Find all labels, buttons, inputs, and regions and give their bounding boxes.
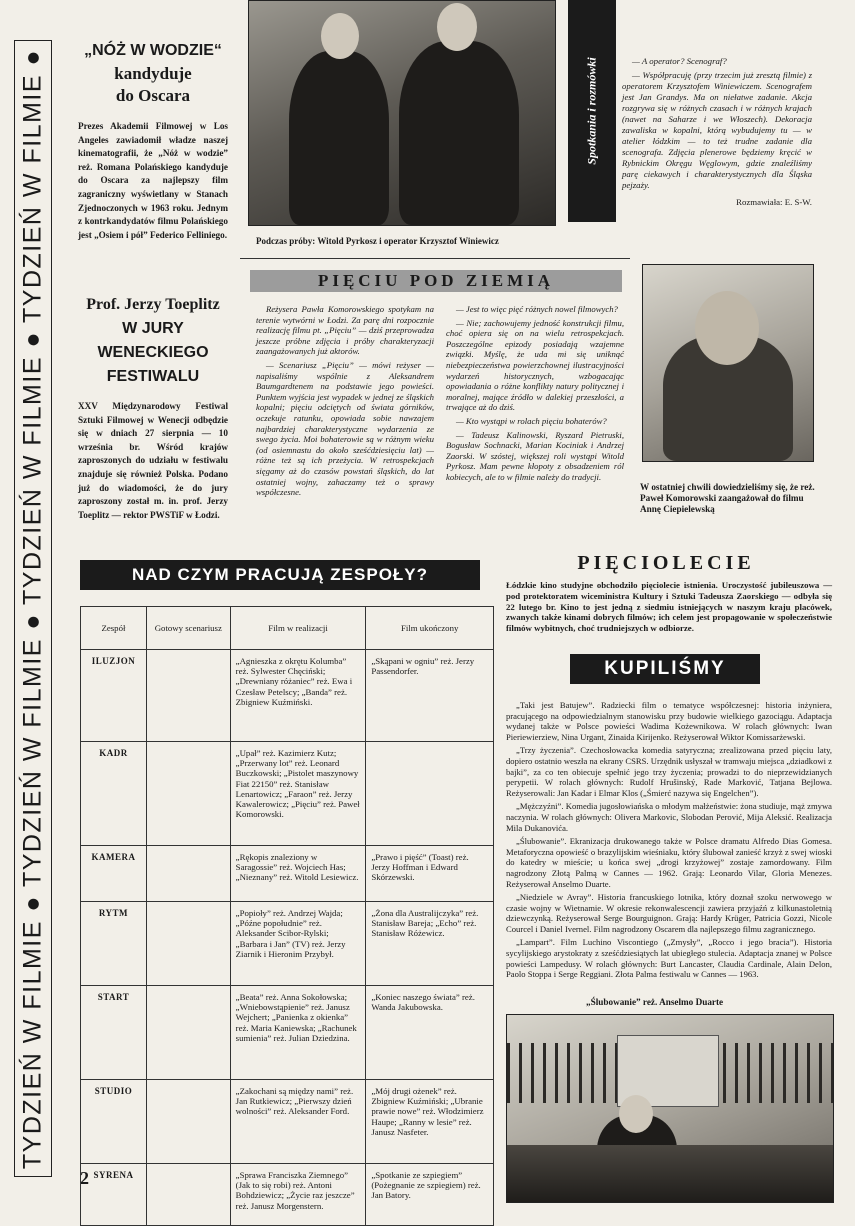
pieciu-col-2 [446,304,624,486]
bottom-photo [506,1014,834,1203]
pieciu-col2-p1: — Jest to więc pięć różnych nowel filmowych? [456,304,618,314]
table-row [81,650,494,742]
ready-script [146,1164,230,1226]
pieciu-col2-p3: — Kto wystąpi w rolach pięciu bohaterów? [456,415,607,426]
nad-czym-banner [80,560,480,590]
studio-name: STUDIO [81,1080,147,1164]
nad-czym-title: NAD CZYM PRACUJĄ ZESPOŁY? [131,565,429,584]
film-finished: „Żona dla Australijczyka” reż. Stanisław Bareja; „Echo” reż. Stanisław Różewicz. [366,902,494,986]
toeplitz-title-4: FESTIWALU [106,368,200,385]
table-header: Film w realizacji [230,607,366,650]
top-photo-caption: Podczas próby: Witold Pyrkosz i operator Krzysztof Winiewicz [256,236,499,246]
pieciu-col2-p2: — Nie; zachowujemy jedność konstrukcji filmu, choć opiera się on na wielu retrospekcjach. Poszczególne epizody posiadają wzajemne związki. Myślę, że uda mi się uniknąć niebezpieczeństwa powierzchownej ilustracyjności wydarzeń historycznych, wzbogacając opowiadania o różne konflikty natury politycznej i moralnej, mające źródło w dalekiej przeszłości, a trwające aż do dziś. [446,317,624,413]
oscar-title-2: kandyduje [114,64,192,83]
ready-script [146,986,230,1080]
film-in-progress: „Upał” reż. Kazimierz Kutz; „Przerwany lot” reż. Leonard Buczkowski; „Pistolet maszynowy Fiat 22150” reż. Stanisław Lenartowicz; „Faraon” reż. Jerzy Kawalerowicz; „Pięciu” reż. Paweł Komorowski. [230,742,366,846]
film-in-progress: „Rękopis znaleziony w Saragossie” reż. Wojciech Has; „Nieznany” reż. Witold Lesiewicz. [230,846,366,902]
toeplitz-body: XXV Międzynarodowy Festiwal Sztuki Filmowej w Wenecji odbędzie się w dniach 27 sierpnia — 10 września br. Wśród krajów zaproszonych do udziału w festiwalu znajduje się również Polska. Podano już do wiadomości, że do jury zaproszony został m. in. prof. Jerzy Toeplitz — rektor PWSTiF w Łodzi. [78,401,228,520]
spotkania-p1: — A operator? Scenograf? [632,56,727,66]
pieciu-col1-p1: Reżysera Pawła Komorowskiego spotykam na terenie wytwórni w Łodzi. Za parę dni rozpocznie realizację filmu pt. „Pięciu” — dziś przeprowadza jeszcze próbne zdjęcia i próby charakteryzacji zaangażowanych już aktorów. [256,304,434,357]
studio-name: KADR [81,742,147,846]
table-row [81,986,494,1080]
studio-name: SYRENA [81,1164,147,1226]
studio-name: START [81,986,147,1080]
film-finished: „Prawo i pięść” (Toast) reż. Jerzy Hoffman i Edward Skórzewski. [366,846,494,902]
top-photo [248,0,556,226]
film-in-progress: „Popioły” reż. Andrzej Wajda; „Późne popołudnie” reż. Aleksander Scibor-Rylski; „Barbara i Jan” (TV) reż. Jerzy Ziarnik i Hieronim Przybył. [230,902,366,986]
pieciu-col-1 [256,304,434,501]
pieciu-col2-p4: — Tadeusz Kalinowski, Ryszard Pietruski, Bogusław Sochnacki, Marian Kociniak i Andrzej Zaorski. W szóstej, większej roli wystąpi Witold Pyrkosz. Mam pewne kłopoty z obsadzeniem ról kobiecych, ale to w filmie należy do tradycji. [446,429,624,482]
table-row [81,902,494,986]
toeplitz-title-1: Prof. Jerzy Toeplitz [86,296,220,313]
pieciu-col1-p2: — Scenariusz „Pięciu” — mówi reżyser — napisaliśmy wspólnie z Aleksandrem Baumgardtenem na podstawie jego powieści. Punktem wyjścia jest wypadek w jednej ze śląskich kopalni; pięciu odciętych od świata górników, oczekuje ratunku, opowiada sobie nawzajem najbardziej charakterystyczne wydarzenia ze swego życia. Moi bohaterowie są w różnym wieku (od osiemnastu do około sześćdziesięciu lat) — różne też są ich przeżycia. W retrospekcjach sięgamy aż do czasów powstań śląskich, do lat ostatniej wojny, zahaczamy też o sprawy współczesne. [256,359,434,498]
spotkania-label: Spotkania i rozmówki [584,57,599,165]
table-row [81,846,494,902]
oscar-title-3: do Oscara [115,86,191,105]
ready-script [146,902,230,986]
studio-name: KAMERA [81,846,147,902]
oscar-article [78,42,228,242]
spotkania-text [622,56,812,208]
ready-script [146,742,230,846]
studios-table [80,606,494,1226]
right-photo-caption: W ostatniej chwili dowiedzieliśmy się, że reż. Paweł Komorowski zaangażował do filmu Annę Ciepielewską [640,482,815,514]
kupilismy-list [506,700,832,983]
side-band-text: TYDZIEŃ W FILMIE ● TYDZIEŃ W FILMIE ● TYDZIEŃ W FILMIE ● TYDZIEŃ W FILMIE ● [18,48,47,1169]
spotkania-label-band [568,0,616,222]
list-item: „Lampart”. Film Luchino Viscontiego („Zmysły”, „Rocco i jego bracia”). Historia sycylijskiego arystokraty z sześćdziesiątych lat ubiegłego stulecia. Adaptacja znanej w Polsce powieści Lampedusy. W rolach głównych: Burt Lancaster, Claudia Cardinale, Alain Delon, Paolo Stoppa i Serge Reggiani. Złota Palma festiwalu w Cannes — 1963. [506,937,832,980]
studio-name: ILUZJON [81,650,147,742]
film-in-progress: „Beata” reż. Anna Sokołowska; „Wniebowstąpienie” reż. Janusz Wejchert; „Panienka z okienka” reż. Maria Kaniewska; „Rachunek sumienia” reż. Julian Dziedzina. [230,986,366,1080]
oscar-title-1: „NÓŻ W WODZIE“ [84,42,222,59]
film-in-progress: „Zakochani są między nami” reż. Jan Rutkiewicz; „Pierwszy dzień wolności” reż. Aleksander Ford. [230,1080,366,1164]
film-in-progress: „Agnieszka z okrętu Kolumba” reż. Sylwester Chęciński; „Drewniany różaniec” reż. Ewa i Czesław Petelscy; „Banda” reż. Zbigniew Kuźmiński. [230,650,366,742]
ready-script [146,846,230,902]
right-photo [642,264,814,462]
studio-name: RYTM [81,902,147,986]
film-finished: „Skąpani w ogniu” reż. Jerzy Passendorfer. [366,650,494,742]
table-header: Zespół [81,607,147,650]
page-number: 2 [80,1168,89,1188]
film-in-progress: „Sprawa Franciszka Ziemnego” (Jak to się robi) reż. Antoni Bohdziewicz; „Życie raz jeszcze” reż. Janusz Morgenstern. [230,1164,366,1226]
table-header: Film ukończony [366,607,494,650]
list-item: „Taki jest Batujew”. Radziecki film o tematyce współczesnej: historia inżyniera, pracującego na odpowiedzialnym stanowisku przy budowie wielkiego gazociągu. Adaptacja wydanej także w Polsce powieści Wadima Kożewnikowa. W rolach głównych: Iwan Pieriewierziew, Nina Urgant, Zinaida Kirijenko. Reżyserował Wiktor Komissarżewski. [506,700,832,742]
list-item: „Trzy życzenia”. Czechosłowacka komedia satyryczna; zrealizowana przed pięciu laty, dopiero ostatnio weszła na ekrany CSRS. Urzędnik usłyszał w tramwaju miejsca „dziadkowi z bajki”, za co ten obiecuje spełnić jego trzy życzenia; prowadzi to do nieprzewidzianych perypetii. W rolach głównych: Rudolf Hrušinský, Rade Marković, Tatjana Bejlowa. Reżyserowali: Jan Kadar i Elmar Klos („Śmierć nazywa się Engelchen”). [506,745,832,798]
film-finished [366,742,494,846]
kupilismy-banner [570,654,760,684]
toeplitz-title-3: WENECKIEGO [97,344,209,361]
pieciu-title: PIĘCIU POD ZIEMIĄ [317,271,555,290]
list-item: „Ślubowanie”. Ekranizacja drukowanego także w Polsce dramatu Alfredo Dias Gomesa. Metaforyczna opowieść o brazylijskim wieśniaku, który ślubował zanieść krzyż z swej wioski do katedry w mieście; u końca swej „drogi krzyżowej” zostaje zamordowany. Film nagrodzony Złotą Palmą w Cannes — 1962. Grają: Leonardo Vilar, Gloria Menezes. Reżyserował Anselmo Duarte. [506,836,832,889]
table-row [81,1080,494,1164]
ready-script [146,650,230,742]
kupilismy-title: KUPILIŚMY [604,658,726,679]
film-finished: „Koniec naszego świata” reż. Wanda Jakubowska. [366,986,494,1080]
studios-table-wrap [80,606,494,1226]
ready-script [146,1080,230,1164]
piecio-title: PIĘCIOLECIE [577,552,755,574]
toeplitz-article [78,296,228,522]
piecio-body: Łódzkie kino studyjne obchodziło pięciolecie istnienia. Uroczystość jubileuszowa — pod protektoratem wiceministra Kultury i Sztuki Tadeusza Zaorskiego — odbyła się 22 lutego br. Kino to jest jedną z siedmiu istniejących w naszym kraju placówek, zwanych także kinami dobrych filmów; ich celem jest propagowanie w społeczeństwie filmów wybitnych, choć trudniejszych w odbiorze. [506,580,832,634]
kupilismy-photo-caption: „Ślubowanie” reż. Anselmo Duarte [586,997,724,1007]
pieciu-title-bar [250,270,622,292]
spotkania-signature: Rozmawiała: E. S-W. [736,197,812,207]
table-header-row [81,607,494,650]
side-band [14,40,52,1177]
list-item: „Mężczyźni”. Komedia jugosłowiańska o młodym małżeństwie: żona studiuje, mąż zmywa naczynia. W rolach głównych: Olivera Markovic, Slobodan Perović, Mija Aleksić. Realizacja Mila Dukanovića. [506,801,832,833]
table-row [81,1164,494,1226]
table-row [81,742,494,846]
toeplitz-title-2: W JURY [122,320,184,337]
spotkania-p2: — Współpracuję (przy trzecim już zresztą filmie) z operatorem Krzysztofem Winiewiczem. Scenografem jest Jan Grandys. Ma on niełatwe zadanie. Akcja rozgrywa się w różnych czasach i w różnych krajach (nawet na Saharze i we Włoszech). Dekoracja zawaliska w kopalni, którą wybudujemy tu — w atelier łódzkim — to też trudne zadanie dla scenografa. Zdjęcia plenerowe będziemy kręcić w Rybnickim Okręgu Węglowym, gdzie znaleźliśmy parę ciekawych i charakterystycznych dla Śląska pejzaży. [622,70,812,190]
list-item: „Niedziele w Avray”. Historia francuskiego lotnika, który doznał szoku nerwowego w czasie wojny w Wietnamie. W okresie rekonwalescencji zawiera przyjaźń z kilkunastoletnią dziewczynką. Reżyserował Serge Bourguignon. Grają: Hardy Krüger, Patricia Gozzi, Nicole Courcel i Daniel Ivernel. Film nagrodzony Oscarem dla najlepszego filmu zagranicznego. [506,892,832,934]
table-header: Gotowy scenariusz [146,607,230,650]
film-finished: „Spotkanie ze szpiegiem” (Pożegnanie ze szpiegiem) reż. Jan Batory. [366,1164,494,1226]
film-finished: „Mój drugi ożenek” reż. Zbigniew Kuźmiński; „Ubranie prawie nowe” reż. Włodzimierz Haupe; „Ranny w lesie” reż. Janusz Nasfeter. [366,1080,494,1164]
oscar-body: Prezes Akademii Filmowej w Los Angeles zawiadomił władze naszej kinematografii, że „Nóż w wodzie” reż. Romana Polańskiego kandyduje do Oscara za najlepszy film zagraniczny wyświetlany w Stanach Zjednoczonych w 1963 roku. Jednym z kontrkandydatów filmu Polańskiego jest „Osiem i pół” Federico Felliniego. [78,121,228,240]
